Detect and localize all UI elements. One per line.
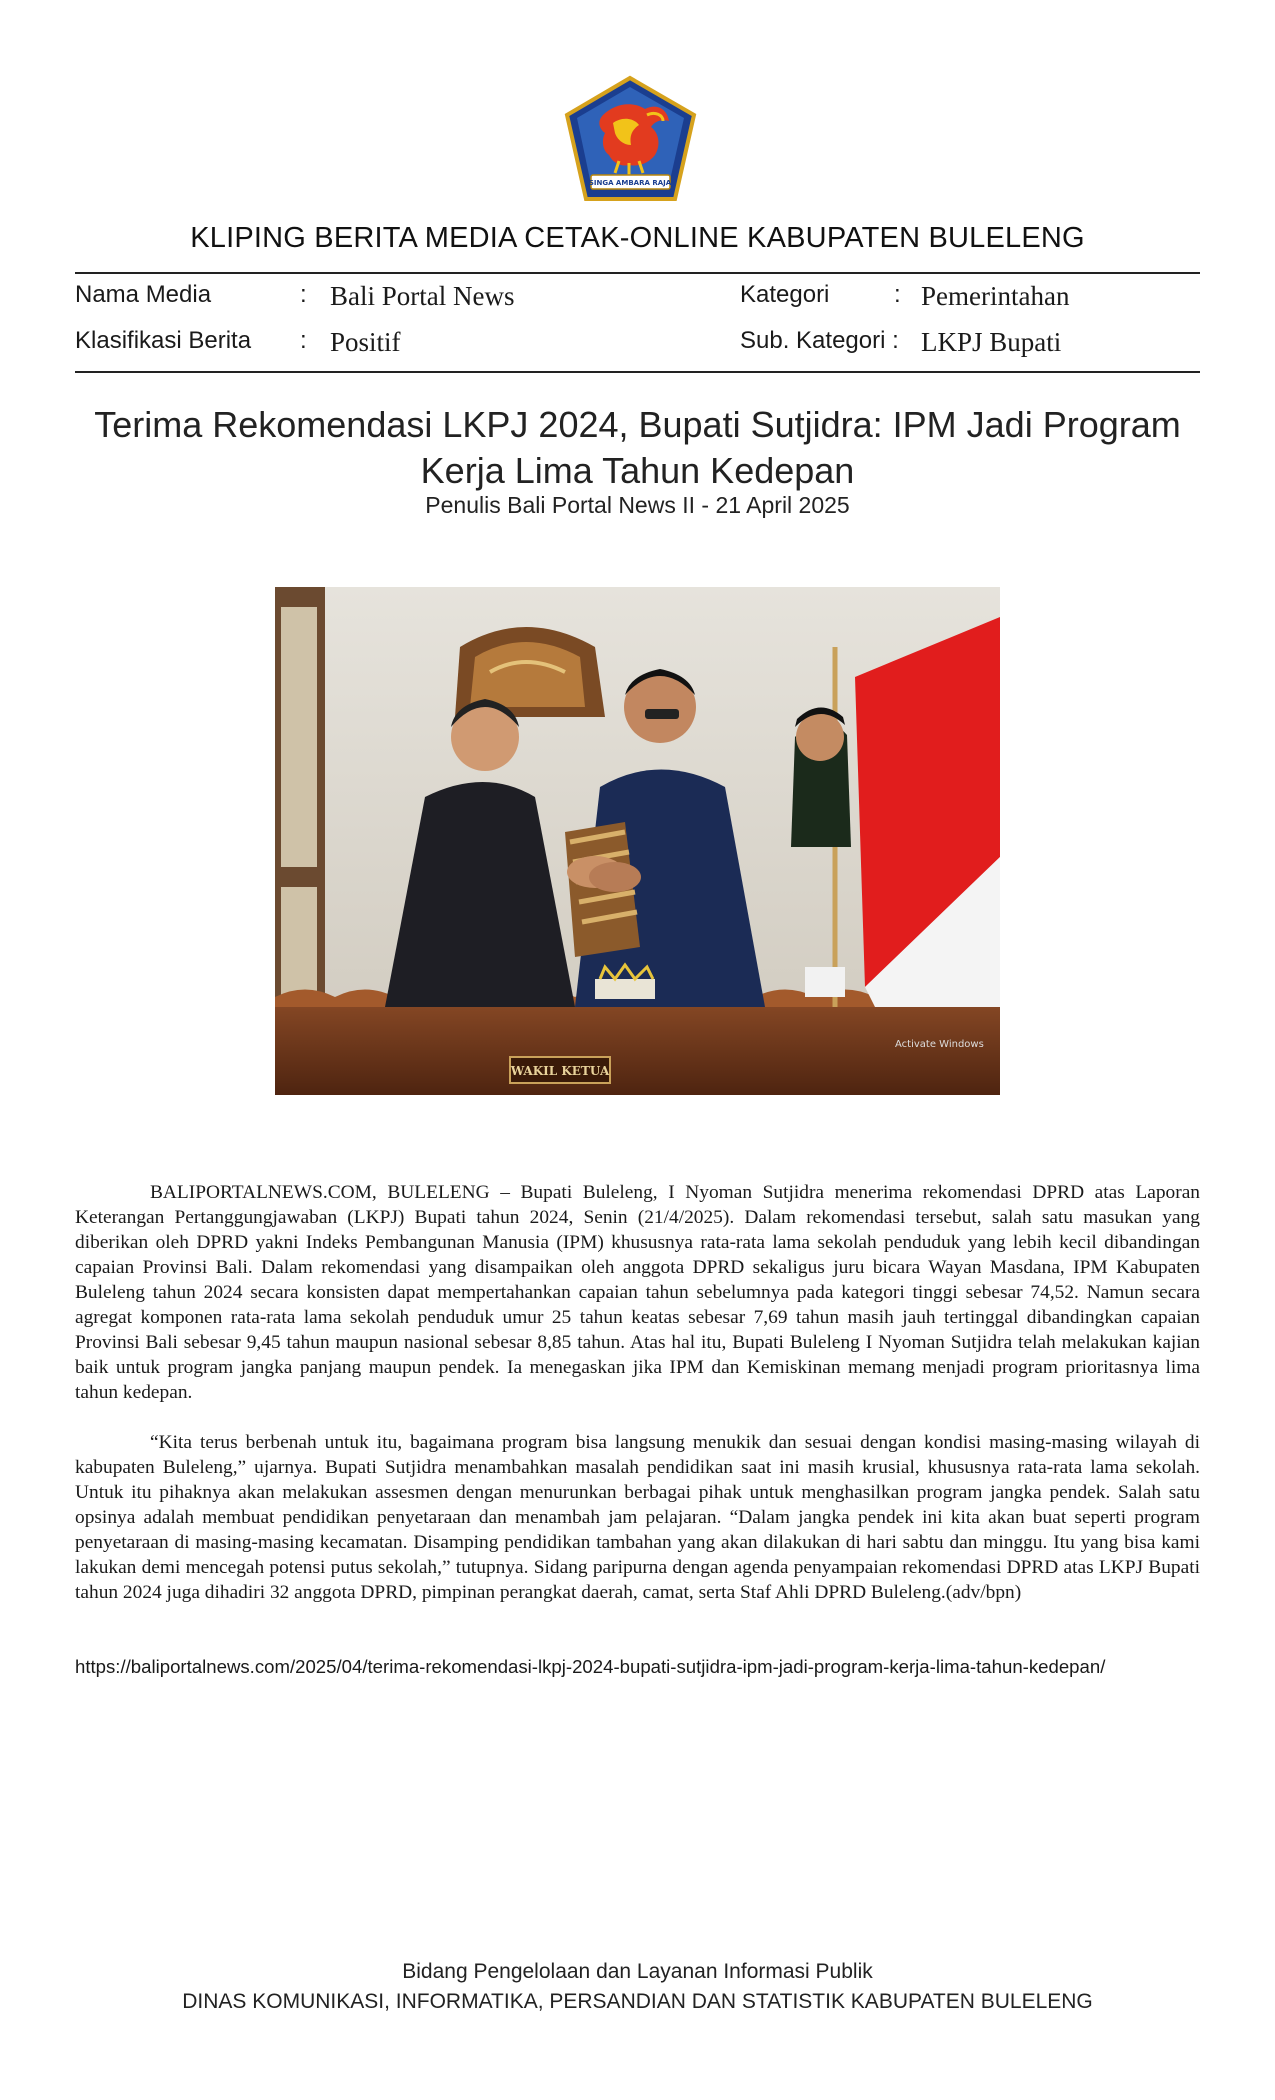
- article-paragraph-1: BALIPORTALNEWS.COM, BULELENG – Bupati Buleleng, I Nyoman Sutjidra menerima rekomendasi DPRD atas Laporan Keterangan Pertanggungjawaban (LKPJ) Bupati tahun 2024, Senin (21/4/2025). Dalam rekomendasi tersebut, salah satu masukan yang diberikan oleh DPRD yakni Indeks Pembangunan Manusia (IPM) khususnya rata-rata lama sekolah penduduk yang lebih kecil dibandingan capaian Provinsi Bali. Dalam rekomendasi yang disampaikan oleh anggota DPRD sekaligus juru bicara Wayan Masdana, IPM Kabupaten Buleleng tahun 2024 secara konsisten dapat mempertahankan capaian tahun sebelumnya pada kategori tinggi sebesar 74,52. Namun secara agregat komponen rata-rata lama sekolah penduduk umur 25 tahun keatas sebesar 7,69 tahun masih jauh tertinggal dibandingkan capaian Provinsi Bali sebesar 9,45 tahun maupun nasional sebesar 8,85 tahun. Atas hal itu, Bupati Buleleng I Nyoman Sutjidra telah melakukan kajian baik untuk program jangka panjang maupun pendek. Ia menegaskan jika IPM dan Kemiskinan memang menjadi program prioritasnya lima tahun kedepan.: [75, 1182, 1200, 1403]
- footer-department: Bidang Pengelolaan dan Layanan Informasi Publik: [402, 1960, 873, 1983]
- sub-kategori-value: LKPJ Bupati: [921, 327, 1062, 357]
- kategori-colon: :: [894, 281, 901, 308]
- sub-kategori-label: Sub. Kategori :: [740, 327, 899, 354]
- buleleng-logo-icon: [563, 75, 698, 203]
- nama-media-value: Bali Portal News: [330, 281, 515, 311]
- meta-row-klasifikasi: [75, 327, 1200, 367]
- klasifikasi-label: Klasifikasi Berita: [75, 327, 252, 354]
- logo-motto: SINGA AMBARA RAJA: [588, 179, 672, 187]
- klasifikasi-value: Positif: [330, 327, 401, 357]
- photo-watermark-text: Activate Windows: [895, 1039, 984, 1050]
- meta-row-media: [75, 281, 1200, 321]
- nama-media-colon: :: [300, 281, 307, 308]
- klasifikasi-colon: :: [300, 327, 307, 354]
- footer-agency: DINAS KOMUNIKASI, INFORMATIKA, PERSANDIAN DAN STATISTIK KABUPATEN BULELENG: [182, 1990, 1093, 2013]
- kategori-label: Kategori: [740, 281, 830, 308]
- header-divider-bottom: [75, 371, 1200, 373]
- photo-plaque-text: WAKIL KETUA: [510, 1064, 610, 1078]
- kategori-value: Pemerintahan: [921, 281, 1070, 311]
- article-title: Terima Rekomendasi LKPJ 2024, Bupati Sutjidra: IPM Jadi Program Kerja Lima Tahun Kedepan: [94, 404, 1181, 491]
- article-byline: Penulis Bali Portal News II - 21 April 2025: [425, 492, 850, 518]
- page-header-title: KLIPING BERITA MEDIA CETAK-ONLINE KABUPATEN BULELENG: [190, 222, 1085, 254]
- header-divider-top: [75, 272, 1200, 274]
- nama-media-label: Nama Media: [75, 281, 212, 308]
- article-source-url[interactable]: https://baliportalnews.com/2025/04/terima-rekomendasi-lkpj-2024-bupati-sutjidra-ipm-jadi-program-kerja-lima-tahun-kedepan/: [75, 1656, 1106, 1677]
- article-paragraph-2: “Kita terus berbenah untuk itu, bagaimana program bisa langsung menukik dan sesuai dengan kondisi masing-masing wilayah di kabupaten Buleleng,” ujarnya. Bupati Sutjidra menambahkan masalah pendidikan saat ini masih krusial, khususnya rata-rata lama sekolah. Untuk itu pihaknya akan melakukan assesmen dengan menurunkan berbagai pihak untuk menghasilkan program jangka pendek. Salah satu opsinya adalah membuat pendidikan penyetaraan dan menambah jam pelajaran. “Dalam jangka pendek ini kita akan buat seperti program penyetaraan di masing-masing kecamatan. Disamping pendidikan tambahan yang akan dilakukan di hari sabtu dan minggu. Itu yang bisa kami lakukan demi mencegah potensi putus sekolah,” tutupnya. Sidang paripurna dengan agenda penyampaian rekomendasi DPRD atas LKPJ Bupati tahun 2024 juga dihadiri 32 anggota DPRD, pimpinan perangkat daerah, camat, serta Staf Ahli DPRD Buleleng.(adv/bpn): [75, 1432, 1200, 1603]
- article-photo: [275, 587, 1000, 1095]
